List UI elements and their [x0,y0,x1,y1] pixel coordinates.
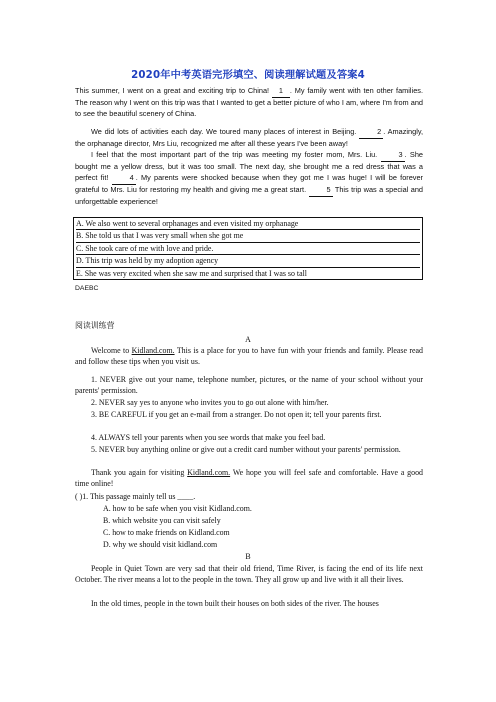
answer-key: DAEBC [75,285,99,292]
option-b: B. She told us that I was very small when she got me [76,230,420,242]
thanks-text: Thank you again for visiting [91,468,185,477]
intro-text: Welcome to [91,346,130,355]
cloze-text: . My parents were shocked because when they got me I was huge! I will be forever grateful to Mrs. Liu for restoring my health and giving me a great start. [75,172,424,194]
document-title: 2020年中考英语完形填空、阅读理解试题及答案4 [131,70,365,81]
cloze-text: . My family went with ten other families. The reason why I went on this trip was that I wanted to get a better picture of who I am, where I'm from and to see the beautiful scenery of China. [75,86,423,118]
option-c: C. She took care of me with love and pride. [76,243,420,255]
cloze-text: I feel that the most important part of the trip was meeting my foster mom, Mrs. Liu. [91,150,378,159]
passage-a-intro [75,345,423,368]
site-link: Kidland.com. [131,346,175,355]
passage-b-paragraph-1: People in Quiet Town are very sad that their old friend, Time River, is facing the end of its life next October. The river means a lot to the people in the town. They all grow up and live with it all their lives. [75,564,423,585]
passage-b-letter: B [245,552,251,561]
tip-2: 2. NEVER say yes to anyone who invites you to go out alone with him/her. [91,398,329,407]
tip-3: 3. BE CAREFUL if you get an e-mail from a stranger. Do not open it; tell your parents first. [91,410,382,419]
cloze-paragraph-1 [75,86,423,120]
passage-a-thanks [75,467,423,490]
option-e: E. She was very excited when she saw me and surprised that I was so tall [76,268,307,278]
cloze-blank-5: 5 [309,185,333,197]
tip-1: 1. NEVER give out your name, telephone number, pictures, or the name of your school without your parents' permission. [75,375,423,396]
cloze-text: We did lots of activities each day. We toured many places of interest in Beijing. [91,127,357,136]
tip-4: 4. ALWAYS tell your parents when you see words that make you feel bad. [91,433,326,442]
cloze-text: This trip was a special and unforgettable experience! [75,184,423,206]
question-option-c: C. how to make friends on Kidland.com [103,528,230,537]
cloze-blank-2: 2 [359,127,383,139]
question-1: ( )1. This passage mainly tell us ____. [75,492,196,501]
cloze-text: . Amazingly, the orphanage director, Mrs Liu, recognized me after all these years I've been away! [75,127,424,148]
cloze-paragraph-3 [75,150,423,208]
passage-b-paragraph-2: In the old times, people in the town built their houses on both sides of the river. The houses [91,599,379,608]
options-table [73,217,423,280]
passage-a-letter: A [245,335,251,344]
thanks-text: We hope you will feel safe and comfortable. Have a good time online! [75,468,423,489]
cloze-text: This summer, I went on a great and exciting trip to China! [75,86,270,95]
cloze-paragraph-2 [75,127,423,150]
intro-text: This is a place for you to have fun with your friends and family. Please read and follow these tips when you visit us. [75,346,423,367]
option-d: D. This trip was held by my adoption agency [76,255,420,267]
question-option-b: B. which website you can visit safely [103,516,221,525]
cloze-blank-1: 1 [272,86,290,98]
section-heading: 阅读训练营 [75,321,115,330]
question-option-a: A. how to be safe when you visit Kidland.com. [103,504,252,513]
cloze-blank-4: 4 [112,173,136,185]
site-link: Kidland.com. [187,468,231,477]
option-a: A. We also went to several orphanages and even visited my orphanage [76,218,420,230]
tip-5: 5. NEVER buy anything online or give out a credit card number without your parents' permission. [91,445,401,454]
cloze-blank-3: 3 [381,150,405,162]
cloze-text: . She bought me a yellow dress, but it was too small. The next day, she brought me a red dress that was a perfect fit! [75,150,423,182]
question-option-d: D. why we should visit kidland.com [103,540,218,549]
